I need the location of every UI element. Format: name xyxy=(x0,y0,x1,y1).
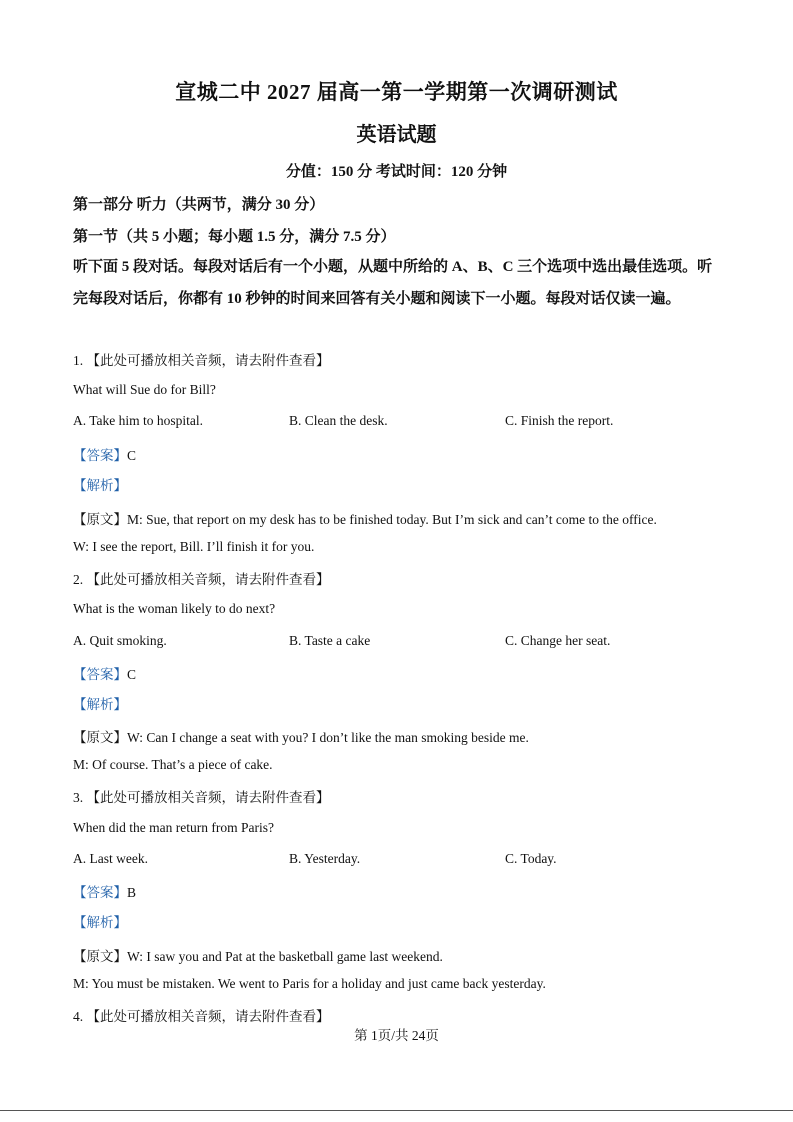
q1-option-c: C. Finish the report. xyxy=(505,413,614,428)
q3-option-b: B. Yesterday. xyxy=(289,851,361,866)
q2-transcript-1: 【原文】W: Can I change a seat with you? I don’t like the man smoking beside me. xyxy=(73,730,529,745)
instructions: 听下面 5 段对话。每段对话后有一个小题，从题中所给的 A、B、C 三个选项中选出最佳选项。听完每段对话后，你都有 10 秒钟的时间来回答有关小题和阅读下一小题。每段对话仅读一遍。 xyxy=(73,259,713,307)
answer-value: B xyxy=(127,885,137,900)
q1-answer xyxy=(73,444,136,464)
q2-option-c: C. Change her seat. xyxy=(505,633,611,648)
q3-transcript-2: M: You must be mistaken. We went to Paris for a holiday and just came back yesterday. xyxy=(73,976,546,991)
score-time: 分值：150 分 考试时间：120 分钟 xyxy=(285,164,508,180)
q1-transcript-1: 【原文】M: Sue, that report on my desk has to be finished today. But I’m sick and can’t come to the office. xyxy=(73,512,657,527)
answer-value: C xyxy=(127,448,137,463)
exam-subtitle: 英语试题 xyxy=(356,124,437,146)
q3-option-c: C. Today. xyxy=(505,851,557,866)
q2-option-a: A. Quit smoking. xyxy=(73,633,167,648)
question-2-text: What is the woman likely to do next? xyxy=(73,601,276,616)
page-footer: 第 1页/共 24页 xyxy=(354,1028,439,1043)
answer-value: C xyxy=(127,667,137,682)
q1-option-a: A. Take him to hospital. xyxy=(73,413,204,428)
question-1-text: What will Sue do for Bill? xyxy=(73,382,216,397)
bottom-rule xyxy=(0,1110,793,1111)
question-4-number: 4. 【此处可播放相关音频，请去附件查看】 xyxy=(73,1009,330,1024)
transcript-label: 【原文】 xyxy=(73,730,127,745)
part-heading: 第一部分 听力（共两节，满分 30 分） xyxy=(73,197,325,213)
q3-analysis-label: 【解析】 xyxy=(73,915,127,930)
q2-transcript-2: M: Of course. That’s a piece of cake. xyxy=(73,757,273,772)
q2-answer xyxy=(73,663,136,683)
question-1-number: 1. 【此处可播放相关音频，请去附件查看】 xyxy=(73,353,330,368)
question-3-text: When did the man return from Paris? xyxy=(73,820,274,835)
q3-answer xyxy=(73,881,136,901)
question-3-number: 3. 【此处可播放相关音频，请去附件查看】 xyxy=(73,790,330,805)
q1-transcript-2: W: I see the report, Bill. I’ll finish it for you. xyxy=(73,539,315,554)
exam-title: 宣城二中 2027 届高一第一学期第一次调研测试 xyxy=(175,80,618,104)
q3-transcript-1: 【原文】W: I saw you and Pat at the basketball game last weekend. xyxy=(73,949,443,964)
q1-option-b: B. Clean the desk. xyxy=(289,413,388,428)
q1-analysis-label: 【解析】 xyxy=(73,478,127,493)
q2-option-b: B. Taste a cake xyxy=(289,633,371,648)
transcript-label: 【原文】 xyxy=(73,949,127,964)
q3-option-a: A. Last week. xyxy=(73,851,148,866)
section-heading: 第一节（共 5 小题；每小题 1.5 分，满分 7.5 分） xyxy=(73,229,396,245)
q2-analysis-label: 【解析】 xyxy=(73,697,127,712)
question-2-number: 2. 【此处可播放相关音频，请去附件查看】 xyxy=(73,572,330,587)
transcript-label: 【原文】 xyxy=(73,512,127,527)
answer-label: 【答案】 xyxy=(73,448,127,463)
answer-label: 【答案】 xyxy=(73,667,127,682)
answer-label: 【答案】 xyxy=(73,885,127,900)
